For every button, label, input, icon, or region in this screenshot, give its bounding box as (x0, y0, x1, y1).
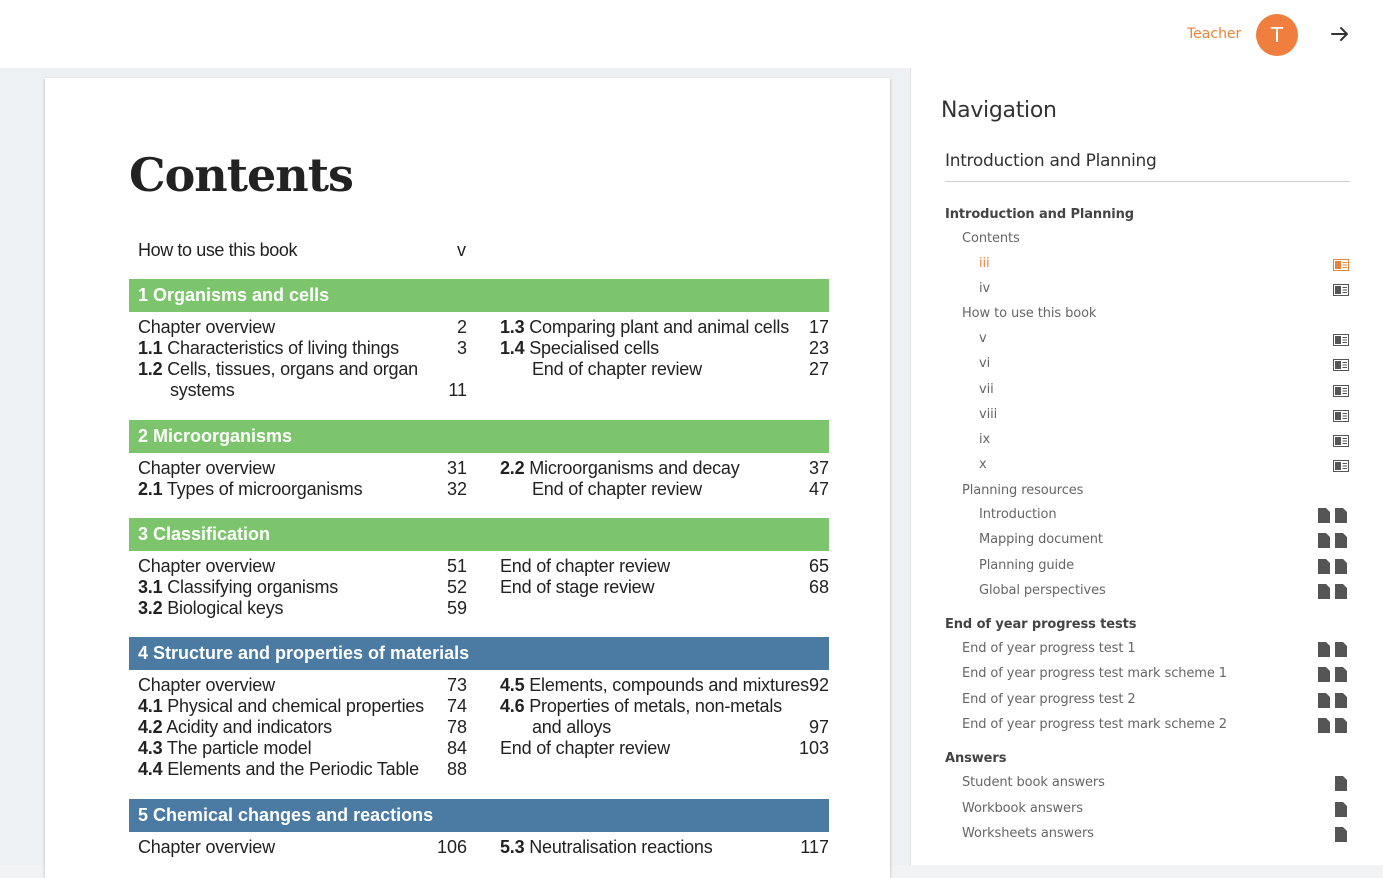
nav-item[interactable]: iii (979, 256, 990, 271)
entry-label: Specialised cells (529, 338, 659, 358)
doc-pair-icon[interactable] (1318, 533, 1348, 548)
navigation-panel (910, 68, 1383, 865)
contents-entry (138, 675, 275, 696)
entry-number: 4.4 (138, 759, 163, 779)
entry-number: 4.5 (500, 675, 525, 695)
contents-entry (138, 380, 235, 401)
entry-page-number: 117 (800, 837, 829, 857)
nav-item[interactable]: Mapping document (979, 532, 1103, 547)
entry-page-number: 37 (808, 458, 829, 478)
entry-page-number: 52 (446, 577, 467, 597)
nav-item[interactable]: Worksheets answers (962, 826, 1094, 841)
entry-page-number: 97 (808, 717, 829, 737)
page-icon[interactable] (1333, 334, 1349, 346)
entry-label: Neutralisation reactions (529, 837, 713, 857)
entry-label: systems (170, 380, 235, 400)
nav-item[interactable]: Contents (962, 231, 1020, 246)
contents-entry (500, 837, 713, 858)
entry-label: End of chapter review (500, 556, 670, 576)
page-icon[interactable] (1333, 284, 1349, 296)
entry-number: 4.1 (138, 696, 163, 716)
contents-entry (138, 717, 332, 738)
contents-entry (500, 717, 611, 738)
nav-item[interactable]: Introduction and Planning (945, 207, 1134, 222)
contents-entry (138, 837, 275, 858)
contents-entry (138, 598, 283, 619)
entry-label: Cells, tissues, organs and organ (167, 359, 418, 379)
nav-item[interactable]: x (979, 457, 987, 472)
entry-label: Physical and chemical properties (167, 696, 424, 716)
howto-page-number: v (457, 240, 466, 260)
entry-number: 3.2 (138, 598, 163, 618)
nav-item[interactable]: End of year progress test mark scheme 2 (962, 717, 1227, 732)
section-band: 4 Structure and properties of materials (129, 637, 829, 670)
contents-entry (138, 577, 338, 598)
nav-item[interactable]: End of year progress tests (945, 617, 1137, 632)
doc-icon[interactable] (1335, 802, 1348, 817)
entry-number: 5.3 (500, 837, 525, 857)
contents-entry (138, 738, 311, 759)
contents-entry (138, 696, 424, 717)
doc-icon[interactable] (1335, 827, 1348, 842)
entry-page-number: 2 (456, 317, 467, 337)
entry-label: End of chapter review (500, 738, 670, 758)
navigation-section-select[interactable]: Introduction and Planning (945, 151, 1350, 182)
nav-item[interactable]: How to use this book (962, 306, 1097, 321)
nav-item[interactable]: ix (979, 432, 991, 447)
entry-page-number: 88 (446, 759, 467, 779)
contents-entry (500, 675, 809, 696)
page-title: Contents (129, 148, 353, 202)
entry-number: 1.4 (500, 338, 525, 358)
section-band: 3 Classification (129, 518, 829, 551)
page-icon[interactable] (1333, 259, 1349, 271)
entry-label: Biological keys (167, 598, 284, 618)
entry-label: Types of microorganisms (166, 479, 363, 499)
entry-label: Properties of metals, non-metals (529, 696, 782, 716)
entry-label: End of stage review (500, 577, 655, 597)
entry-number: 4.3 (138, 738, 163, 758)
nav-item[interactable]: vi (979, 356, 991, 371)
doc-pair-icon[interactable] (1318, 559, 1348, 574)
entry-label: Microorganisms and decay (529, 458, 740, 478)
doc-pair-icon[interactable] (1318, 642, 1348, 657)
entry-label: Chapter overview (138, 675, 275, 695)
entry-number: 1.1 (138, 338, 163, 358)
doc-pair-icon[interactable] (1318, 667, 1348, 682)
contents-entry (500, 479, 702, 500)
contents-entry (138, 359, 418, 380)
entry-number: 4.2 (138, 717, 163, 737)
arrow-right-icon[interactable] (1328, 22, 1352, 46)
contents-entry (500, 696, 782, 717)
contents-entry (500, 556, 670, 577)
user-role-label[interactable]: Teacher (1187, 26, 1242, 42)
entry-label: The particle model (166, 738, 312, 758)
doc-pair-icon[interactable] (1318, 508, 1348, 523)
contents-entry (138, 759, 419, 780)
nav-item[interactable]: vii (979, 382, 994, 397)
section-band: 2 Microorganisms (129, 420, 829, 453)
entry-page-number: 31 (446, 458, 467, 478)
nav-item[interactable]: viii (979, 407, 998, 422)
entry-label: Chapter overview (138, 837, 275, 857)
entry-page-number: 23 (808, 338, 829, 358)
nav-item[interactable]: Workbook answers (962, 801, 1083, 816)
nav-item[interactable]: End of year progress test mark scheme 1 (962, 666, 1227, 681)
entry-label: Classifying organisms (167, 577, 339, 597)
contents-entry (500, 738, 670, 759)
top-bar (0, 0, 1383, 68)
entry-label: and alloys (532, 717, 612, 737)
entry-page-number: 68 (808, 577, 829, 597)
nav-item[interactable]: Answers (945, 751, 1007, 766)
contents-entry (500, 338, 659, 359)
book-page (45, 78, 890, 878)
contents-entry (138, 338, 399, 359)
nav-item[interactable]: Planning resources (962, 483, 1084, 498)
entry-page-number: 65 (808, 556, 829, 576)
entry-number: 2.2 (500, 458, 525, 478)
entry-label: Comparing plant and animal cells (529, 317, 789, 337)
entry-label: Chapter overview (138, 458, 275, 478)
user-avatar[interactable]: T (1256, 14, 1298, 56)
navigation-title: Navigation (941, 98, 1057, 123)
nav-item[interactable]: v (979, 331, 987, 346)
contents-entry (500, 359, 702, 380)
entry-number: 2.1 (138, 479, 163, 499)
contents-entry (138, 458, 275, 479)
doc-pair-icon[interactable] (1318, 718, 1348, 733)
entry-label: End of chapter review (532, 359, 702, 379)
page-icon[interactable] (1333, 359, 1349, 371)
nav-item[interactable]: Global perspectives (979, 583, 1106, 598)
section-band: 1 Organisms and cells (129, 279, 829, 312)
entry-page-number: 32 (446, 479, 467, 499)
entry-label: End of chapter review (532, 479, 702, 499)
entry-page-number: 11 (448, 380, 467, 400)
doc-icon[interactable] (1335, 776, 1348, 791)
section-band: 5 Chemical changes and reactions (129, 799, 829, 832)
entry-page-number: 92 (808, 675, 829, 695)
entry-label: Characteristics of living things (167, 338, 399, 358)
doc-pair-icon[interactable] (1318, 584, 1348, 599)
howto-entry: How to use this book (138, 240, 298, 260)
contents-entry (500, 577, 654, 598)
nav-item[interactable]: iv (979, 281, 991, 296)
entry-label: Acidity and indicators (166, 717, 332, 737)
entry-number: 1.3 (500, 317, 525, 337)
entry-page-number: 73 (446, 675, 467, 695)
entry-number: 4.6 (500, 696, 525, 716)
nav-item[interactable]: End of year progress test 2 (962, 692, 1136, 707)
nav-item[interactable]: Planning guide (979, 558, 1075, 573)
page-icon[interactable] (1333, 435, 1349, 447)
entry-page-number: 106 (436, 837, 467, 857)
entry-page-number: 17 (808, 317, 829, 337)
entry-label: Chapter overview (138, 556, 275, 576)
nav-item[interactable]: End of year progress test 1 (962, 641, 1136, 656)
entry-page-number: 74 (446, 696, 467, 716)
entry-label: Elements, compounds and mixtures (529, 675, 809, 695)
contents-entry (138, 556, 275, 577)
contents-entry (138, 479, 362, 500)
contents-entry (138, 317, 275, 338)
doc-pair-icon[interactable] (1318, 693, 1348, 708)
entry-page-number: 84 (446, 738, 467, 758)
entry-page-number: 78 (446, 717, 467, 737)
entry-label: Chapter overview (138, 317, 275, 337)
page-icon[interactable] (1333, 410, 1349, 422)
contents-entry (500, 458, 740, 479)
entry-number: 1.2 (138, 359, 163, 379)
page-icon[interactable] (1333, 385, 1349, 397)
entry-page-number: 27 (808, 359, 829, 379)
entry-page-number: 59 (446, 598, 467, 618)
entry-label: Elements and the Periodic Table (167, 759, 419, 779)
page-icon[interactable] (1333, 460, 1349, 472)
entry-page-number: 103 (798, 738, 829, 758)
entry-page-number: 51 (446, 556, 467, 576)
nav-item[interactable]: Student book answers (962, 775, 1105, 790)
entry-page-number: 3 (456, 338, 467, 358)
nav-item[interactable]: Introduction (979, 507, 1057, 522)
entry-number: 3.1 (138, 577, 163, 597)
contents-entry (500, 317, 789, 338)
entry-page-number: 47 (808, 479, 829, 499)
